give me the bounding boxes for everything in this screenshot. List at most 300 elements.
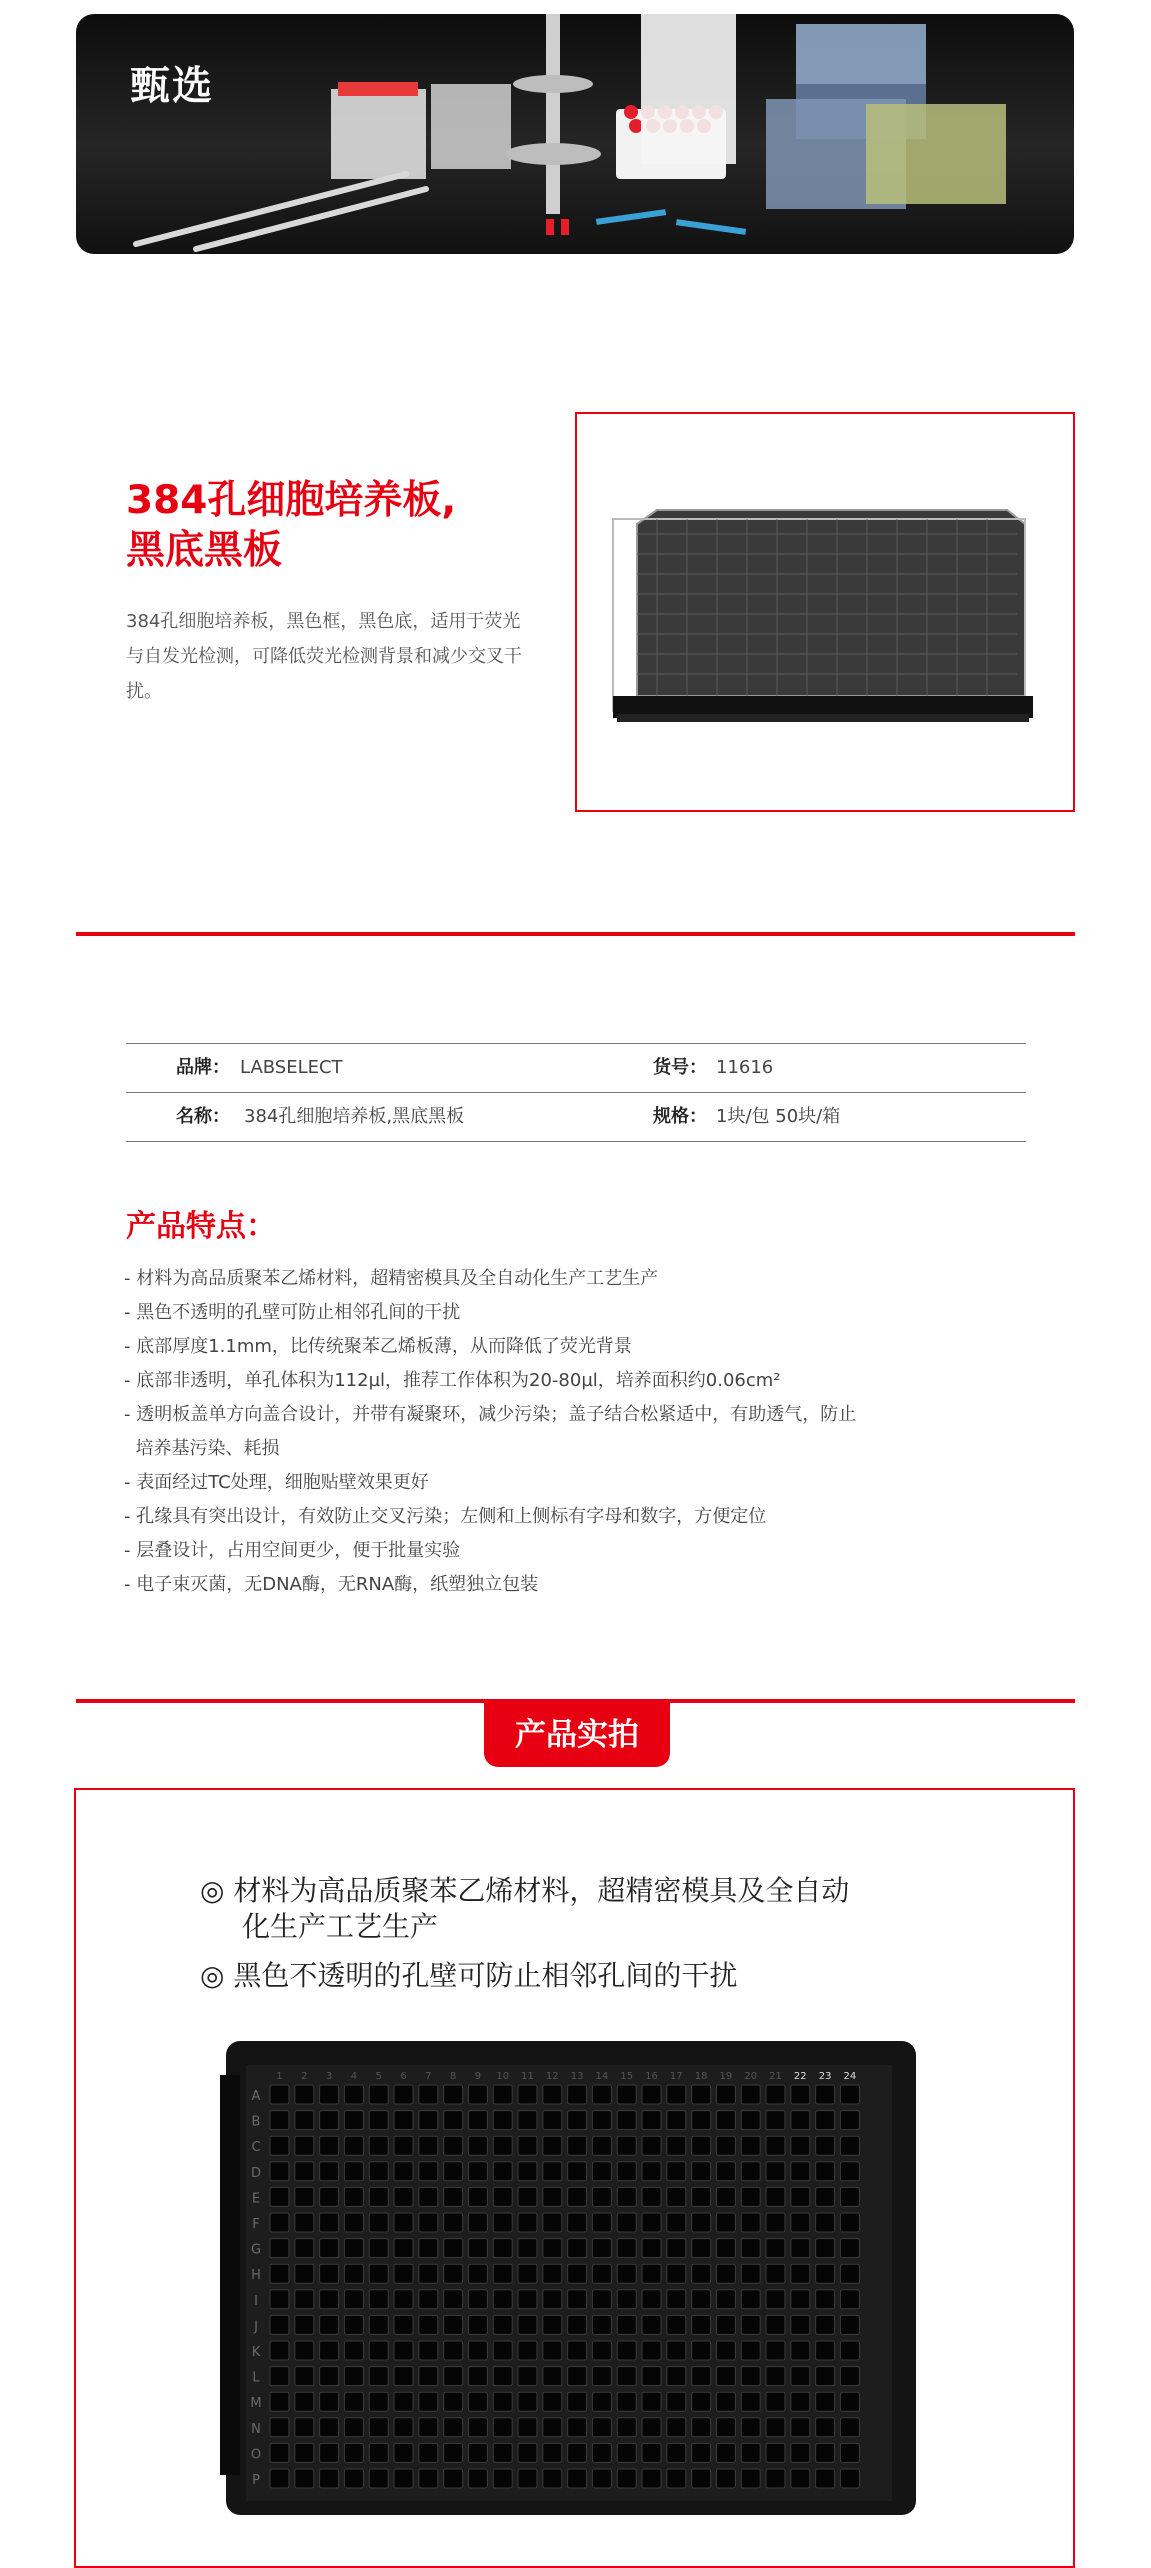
plate-column-label: 23 <box>818 2071 832 2082</box>
plate-well <box>568 2367 587 2386</box>
plate-well <box>543 2162 562 2181</box>
plate-well <box>642 2239 661 2258</box>
photo-point-1-line1: ◎ 材料为高品质聚苯乙烯材料，超精密模具及全自动 <box>200 1874 850 1907</box>
feature-item: - 底部非透明，单孔体积为112µl，推荐工作体积为20-80µl，培养面积约0.06cm² <box>124 1370 781 1391</box>
plate-well <box>419 2341 438 2360</box>
plate-well <box>741 2290 760 2309</box>
plate-well <box>642 2085 661 2104</box>
plate-well <box>270 2213 289 2232</box>
plate-well <box>468 2162 487 2181</box>
plate-well <box>543 2187 562 2206</box>
plate-well <box>419 2418 438 2437</box>
plate-well <box>592 2111 611 2130</box>
plate-well <box>493 2469 512 2488</box>
feature-item: - 电子束灭菌，无DNA酶，无RNA酶，纸塑独立包装 <box>124 1574 539 1595</box>
plate-well <box>295 2315 314 2334</box>
plate-well <box>444 2367 463 2386</box>
plate-well <box>468 2187 487 2206</box>
plate-well <box>468 2290 487 2309</box>
plate-well <box>369 2187 388 2206</box>
sku-value: 11616 <box>716 1057 774 1078</box>
plate-well <box>642 2290 661 2309</box>
plate-well <box>493 2418 512 2437</box>
plate-well <box>791 2315 810 2334</box>
plate-well <box>617 2239 636 2258</box>
plate-well <box>493 2162 512 2181</box>
plate-well <box>791 2136 810 2155</box>
plate-well <box>568 2111 587 2130</box>
plate-well <box>617 2392 636 2411</box>
plate-well <box>344 2418 363 2437</box>
brand-label: 品牌： <box>176 1057 230 1078</box>
plate-well <box>295 2136 314 2155</box>
plate-row-label: F <box>252 2217 260 2232</box>
plate-well <box>642 2392 661 2411</box>
plate-well <box>642 2264 661 2283</box>
plate-column-label: 24 <box>843 2071 857 2082</box>
plate-well <box>394 2085 413 2104</box>
plate-well <box>568 2418 587 2437</box>
plate-row-label: N <box>251 2421 261 2437</box>
plate-well <box>295 2341 314 2360</box>
plate-well <box>543 2315 562 2334</box>
plate-well <box>766 2392 785 2411</box>
plate-well <box>667 2111 686 2130</box>
plate-well <box>692 2162 711 2181</box>
plate-well <box>642 2213 661 2232</box>
plate-well <box>791 2239 810 2258</box>
plate-well <box>518 2136 537 2155</box>
plate-well <box>493 2239 512 2258</box>
feature-item: 培养基污染、耗损 <box>124 1438 280 1459</box>
plate-well <box>617 2111 636 2130</box>
plate-well <box>468 2085 487 2104</box>
plate-well <box>344 2392 363 2411</box>
plate-well <box>394 2367 413 2386</box>
plate-well <box>741 2392 760 2411</box>
name-value: 384孔细胞培养板,黑底黑板 <box>244 1106 465 1127</box>
spec-table <box>126 1043 1026 1142</box>
features-heading: 产品特点： <box>126 1209 276 1244</box>
plate-well <box>716 2367 735 2386</box>
plate-well <box>394 2341 413 2360</box>
plate-well <box>270 2443 289 2462</box>
plate-well <box>468 2239 487 2258</box>
plate-well <box>369 2290 388 2309</box>
plate-well <box>667 2315 686 2334</box>
plate-well <box>295 2085 314 2104</box>
plate-well <box>642 2136 661 2155</box>
plate-well <box>444 2111 463 2130</box>
plate-well <box>692 2443 711 2462</box>
plate-well <box>840 2418 859 2437</box>
plate-well <box>468 2469 487 2488</box>
plate-well <box>543 2085 562 2104</box>
plate-well <box>444 2290 463 2309</box>
plate-well <box>741 2162 760 2181</box>
plate-well <box>642 2443 661 2462</box>
plate-well <box>295 2392 314 2411</box>
plate-well <box>741 2187 760 2206</box>
plate-column-label: 13 <box>570 2071 584 2082</box>
plate-well <box>394 2111 413 2130</box>
plate-column-label: 17 <box>669 2071 683 2082</box>
plate-well <box>716 2162 735 2181</box>
plate-well <box>741 2469 760 2488</box>
plate-well <box>667 2187 686 2206</box>
plate-well <box>741 2367 760 2386</box>
feature-item: - 透明板盖单方向盖合设计，并带有凝聚环，减少污染；盖子结合松紧适中，有助透气，防止 <box>124 1404 857 1425</box>
plate-well <box>766 2341 785 2360</box>
product-description: 384孔细胞培养板，黑色框，黑色底，适用于荧光与自发光检测，可降低荧光检测背景和减少交叉干扰。 <box>126 611 522 702</box>
plate-well <box>692 2085 711 2104</box>
plate-well <box>568 2162 587 2181</box>
plate-well <box>468 2111 487 2130</box>
plate-well <box>468 2367 487 2386</box>
plate-well <box>295 2443 314 2462</box>
plate-row-label: M <box>250 2396 262 2412</box>
plate-well <box>419 2136 438 2155</box>
plate-well <box>369 2162 388 2181</box>
plate-well <box>518 2111 537 2130</box>
plate-well <box>444 2213 463 2232</box>
plate-well <box>320 2290 339 2309</box>
plate-well <box>320 2392 339 2411</box>
plate-well <box>840 2341 859 2360</box>
plate-well <box>642 2341 661 2360</box>
plate-well <box>692 2290 711 2309</box>
plate-well <box>394 2239 413 2258</box>
plate-well <box>344 2162 363 2181</box>
plate-well <box>716 2469 735 2488</box>
spec-label: 规格： <box>653 1106 707 1127</box>
plate-well <box>667 2213 686 2232</box>
plate-well <box>394 2264 413 2283</box>
plate-well <box>468 2392 487 2411</box>
plate-well <box>394 2213 413 2232</box>
plate-well <box>493 2213 512 2232</box>
plate-well <box>816 2341 835 2360</box>
plate-well <box>344 2085 363 2104</box>
plate-well <box>493 2290 512 2309</box>
plate-column-label: 20 <box>744 2071 758 2082</box>
plate-well <box>444 2239 463 2258</box>
plate-well <box>444 2162 463 2181</box>
plate-well <box>692 2239 711 2258</box>
feature-item: - 孔缘具有突出设计，有效防止交叉污染；左侧和上侧标有字母和数字，方便定位 <box>124 1506 767 1527</box>
plate-well <box>791 2264 810 2283</box>
plate-well <box>394 2162 413 2181</box>
plate-well <box>344 2341 363 2360</box>
plate-well <box>692 2367 711 2386</box>
plate-well <box>320 2187 339 2206</box>
plate-well <box>716 2290 735 2309</box>
plate-well <box>617 2418 636 2437</box>
plate-well <box>592 2392 611 2411</box>
plate-well <box>568 2469 587 2488</box>
plate-row-label: A <box>251 2089 261 2104</box>
plate-well <box>741 2341 760 2360</box>
spec-row <box>126 1043 1026 1092</box>
plate-well <box>791 2367 810 2386</box>
plate-well <box>270 2111 289 2130</box>
plate-well <box>716 2239 735 2258</box>
plate-well <box>568 2239 587 2258</box>
plate-well <box>493 2341 512 2360</box>
plate-well <box>816 2136 835 2155</box>
plate-well <box>617 2264 636 2283</box>
plate-well <box>741 2239 760 2258</box>
plate-well <box>816 2264 835 2283</box>
product-title-line1: 384孔细胞培养板, <box>126 478 457 523</box>
photo-point-1-line2: 化生产工艺生产 <box>242 1910 439 1943</box>
plate-well <box>766 2111 785 2130</box>
plate-well <box>642 2187 661 2206</box>
plate-well <box>295 2111 314 2130</box>
plate-well <box>419 2085 438 2104</box>
plate-well <box>518 2469 537 2488</box>
plate-well <box>667 2341 686 2360</box>
plate-well <box>320 2264 339 2283</box>
feature-item: - 材料为高品质聚苯乙烯材料，超精密模具及全自动化生产工艺生产 <box>124 1268 659 1289</box>
plate-row-label: C <box>251 2140 261 2156</box>
plate-well <box>741 2264 760 2283</box>
plate-well <box>320 2213 339 2232</box>
plate-well <box>716 2418 735 2437</box>
plate-well <box>320 2239 339 2258</box>
plate-well <box>741 2111 760 2130</box>
plate-well <box>816 2085 835 2104</box>
plate-row-label: H <box>251 2268 261 2284</box>
plate-well <box>741 2443 760 2462</box>
plate-well <box>444 2136 463 2155</box>
spec-row <box>126 1092 1026 1142</box>
plate-well <box>270 2469 289 2488</box>
plate-well <box>419 2367 438 2386</box>
plate-well <box>369 2136 388 2155</box>
plate-well <box>617 2469 636 2488</box>
plate-well <box>543 2213 562 2232</box>
plate-well <box>617 2162 636 2181</box>
plate-well <box>344 2213 363 2232</box>
plate-well <box>270 2085 289 2104</box>
plate-column-label: 7 <box>425 2071 432 2082</box>
plate-well <box>816 2418 835 2437</box>
plate-well <box>766 2162 785 2181</box>
plate-well <box>444 2085 463 2104</box>
plate-well <box>741 2418 760 2437</box>
plate-well <box>493 2443 512 2462</box>
plate-column-label: 22 <box>793 2071 807 2082</box>
plate-well <box>468 2213 487 2232</box>
plate-well <box>493 2264 512 2283</box>
plate-well <box>617 2187 636 2206</box>
plate-well <box>518 2187 537 2206</box>
plate-column-label: 21 <box>769 2071 782 2082</box>
plate-well <box>766 2418 785 2437</box>
plate-well <box>518 2290 537 2309</box>
plate-well <box>791 2162 810 2181</box>
plate-well <box>667 2085 686 2104</box>
plate-well <box>543 2367 562 2386</box>
plate-well <box>320 2315 339 2334</box>
plate-well <box>518 2367 537 2386</box>
plate-well <box>667 2469 686 2488</box>
photo-section-tag: 产品实拍 <box>484 1703 670 1767</box>
plate-well <box>419 2187 438 2206</box>
plate-well <box>716 2443 735 2462</box>
plate-well <box>692 2111 711 2130</box>
plate-row-label: G <box>250 2242 262 2258</box>
plate-row-label: P <box>252 2473 260 2488</box>
plate-well <box>344 2111 363 2130</box>
plate-well <box>444 2392 463 2411</box>
plate-column-label: 6 <box>400 2071 407 2082</box>
plate-well <box>444 2315 463 2334</box>
plate-well <box>344 2239 363 2258</box>
plate-well <box>295 2418 314 2437</box>
plate-well <box>766 2469 785 2488</box>
banner <box>76 14 1074 254</box>
plate-well <box>369 2392 388 2411</box>
plate-well <box>444 2341 463 2360</box>
plate-well <box>270 2315 289 2334</box>
plate-well <box>791 2392 810 2411</box>
plate-well <box>592 2239 611 2258</box>
plate-well <box>444 2418 463 2437</box>
plate-well <box>369 2443 388 2462</box>
plate-well <box>766 2443 785 2462</box>
plate-well <box>667 2162 686 2181</box>
plate-well <box>320 2469 339 2488</box>
banner-logo: 甄选 <box>130 63 214 109</box>
product-image-frame <box>575 412 1075 812</box>
plate-well <box>592 2136 611 2155</box>
plate-well <box>692 2341 711 2360</box>
plate-column-label: 9 <box>474 2071 482 2082</box>
plate-well <box>592 2341 611 2360</box>
plate-well <box>369 2239 388 2258</box>
plate-well <box>667 2367 686 2386</box>
plate-column-label: 12 <box>545 2071 559 2082</box>
plate-well <box>617 2341 636 2360</box>
plate-well <box>667 2136 686 2155</box>
plate-well <box>468 2341 487 2360</box>
plate-well <box>468 2315 487 2334</box>
plate-well <box>444 2264 463 2283</box>
plate-well <box>692 2469 711 2488</box>
plate-well <box>344 2367 363 2386</box>
plate-well <box>816 2392 835 2411</box>
plate-well <box>592 2367 611 2386</box>
plate-well <box>592 2469 611 2488</box>
plate-well <box>816 2239 835 2258</box>
plate-well <box>369 2111 388 2130</box>
plate-well <box>320 2162 339 2181</box>
plate-column-label: 2 <box>301 2071 308 2082</box>
plate-well <box>518 2315 537 2334</box>
plate-well <box>270 2418 289 2437</box>
plate-well <box>766 2187 785 2206</box>
plate-well <box>692 2418 711 2437</box>
plate-well <box>493 2315 512 2334</box>
plate-well <box>692 2136 711 2155</box>
plate-well <box>791 2111 810 2130</box>
plate-well <box>320 2085 339 2104</box>
plate-well <box>270 2264 289 2283</box>
plate-well <box>840 2239 859 2258</box>
plate-well <box>692 2187 711 2206</box>
plate-well <box>344 2315 363 2334</box>
plate-well <box>568 2136 587 2155</box>
plate-well <box>419 2392 438 2411</box>
plate-well <box>617 2443 636 2462</box>
plate-well <box>270 2162 289 2181</box>
plate-well <box>394 2418 413 2437</box>
plate-well <box>295 2367 314 2386</box>
plate-well <box>791 2187 810 2206</box>
plate-well <box>295 2213 314 2232</box>
plate-well <box>468 2418 487 2437</box>
section-divider <box>76 932 1075 936</box>
plate-well <box>741 2085 760 2104</box>
plate-well <box>394 2187 413 2206</box>
plate-well <box>295 2187 314 2206</box>
plate-well <box>741 2315 760 2334</box>
plate-well <box>518 2162 537 2181</box>
product-title <box>126 476 546 576</box>
plate-well <box>816 2213 835 2232</box>
plate-well <box>270 2239 289 2258</box>
plate-well <box>840 2315 859 2334</box>
plate-well <box>518 2085 537 2104</box>
plate-column-label: 5 <box>375 2071 382 2082</box>
plate-well <box>419 2111 438 2130</box>
spec-value: 1块/包 50块/箱 <box>716 1106 841 1127</box>
plate-well <box>320 2136 339 2155</box>
plate-well <box>716 2187 735 2206</box>
plate-well <box>518 2418 537 2437</box>
plate-well <box>320 2111 339 2130</box>
plate-well <box>518 2213 537 2232</box>
plate-well <box>394 2136 413 2155</box>
plate-well <box>344 2136 363 2155</box>
plate-well <box>617 2213 636 2232</box>
plate-well <box>568 2315 587 2334</box>
plate-well <box>419 2264 438 2283</box>
plate-well <box>592 2443 611 2462</box>
plate-well <box>816 2111 835 2130</box>
plate-well <box>592 2315 611 2334</box>
plate-well <box>270 2187 289 2206</box>
plate-well <box>394 2469 413 2488</box>
plate-well <box>667 2418 686 2437</box>
plate-well <box>642 2367 661 2386</box>
plate-well <box>444 2443 463 2462</box>
plate-well <box>766 2085 785 2104</box>
plate-well <box>270 2367 289 2386</box>
plate-well <box>667 2443 686 2462</box>
feature-item: - 黑色不透明的孔壁可防止相邻孔间的干扰 <box>124 1302 461 1323</box>
plate-well <box>543 2264 562 2283</box>
plate-row-label: E <box>251 2191 261 2207</box>
plate-well <box>592 2085 611 2104</box>
plate-well <box>667 2239 686 2258</box>
plate-well <box>568 2264 587 2283</box>
plate-well <box>543 2418 562 2437</box>
plate-well <box>568 2290 587 2309</box>
plate-well <box>518 2264 537 2283</box>
